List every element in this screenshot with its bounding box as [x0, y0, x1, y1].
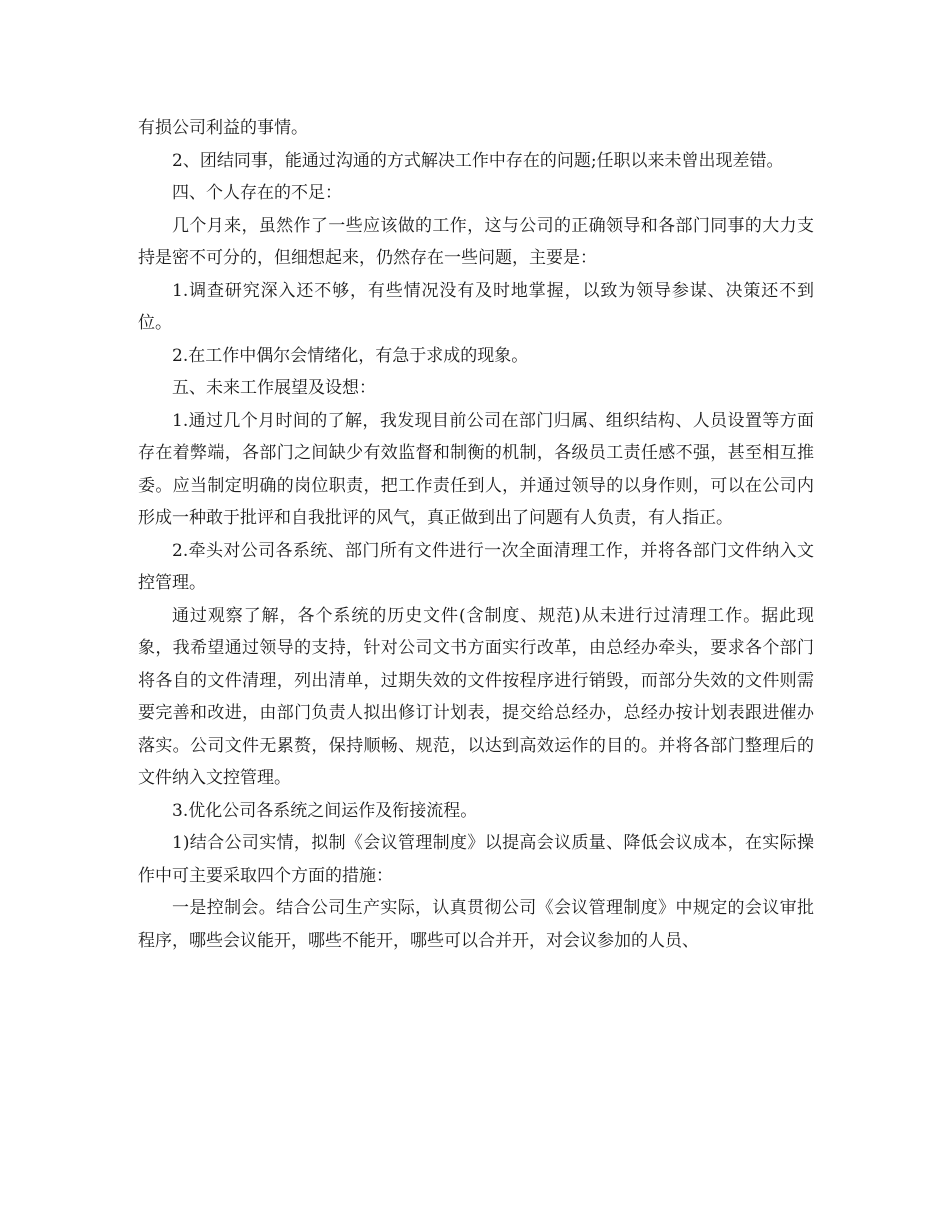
paragraph-item-2-teamwork: 2、团结同事，能通过沟通的方式解决工作中存在的问题;任职以来未曾出现差错。 — [172, 150, 784, 171]
paragraph-future-3: 3.优化公司各系统之间运作及衔接流程。 — [172, 800, 478, 821]
paragraph-shortcoming-2: 2.在工作中偶尔会情绪化，有急于求成的现象。 — [172, 345, 529, 366]
paragraph-continued: 有损公司利益的事情。 — [138, 118, 308, 138]
paragraph-observation: 通过观察了解，各个系统的历史文件(含制度、规范)从未进行过清理工作。据此现象，我希望通过领导的支持，针对公司文书方面实行改革，由总经办牵头，要求各个部门将各自的文件清理，列出清单，过期失效的文件按程序进行销毁，而部分失效的文件则需要完善和改进，由部门负责人拟出修订计划表，提交给总经办，总经办按计划表跟进催办落实。公司文件无累赘，保持顺畅、规范，以达到高效运作的目的。并将各部门整理后的文件纳入文控管理。 — [138, 605, 814, 788]
paragraph-meeting-system: 1)结合公司实情，拟制《会议管理制度》以提高会议质量、降低会议成本，在实际操作中可主要采取四个方面的措施： — [138, 833, 814, 886]
document-body — [138, 112, 814, 957]
paragraph-future-1: 1.通过几个月时间的了解，我发现目前公司在部门归属、组织结构、人员设置等方面存在着弊端，各部门之间缺少有效监督和制衡的机制，各级员工责任感不强，甚至相互推委。应当制定明确的岗位职责，把工作责任到人，并通过领导的以身作则，可以在公司内形成一种敢于批评和自我批评的风气，真正做到出了问题有人负责，有人指正。 — [138, 410, 814, 528]
paragraph-shortcomings-intro: 几个月来，虽然作了一些应该做的工作，这与公司的正确领导和各部门同事的大力支持是密不可分的，但细想起来，仍然存在一些问题，主要是： — [138, 215, 814, 268]
section-heading-future: 五、未来工作展望及设想： — [172, 378, 376, 398]
paragraph-shortcoming-1: 1.调查研究深入还不够，有些情况没有及时地掌握，以致为领导参谋、决策还不到位。 — [138, 280, 814, 333]
paragraph-control-meetings: 一是控制会。结合公司生产实际，认真贯彻公司《会议管理制度》中规定的会议审批程序，哪些会议能开，哪些不能开，哪些可以合并开，对会议参加的人员、 — [138, 898, 814, 951]
section-heading-shortcomings: 四、个人存在的不足： — [172, 183, 342, 203]
paragraph-future-2: 2.牵头对公司各系统、部门所有文件进行一次全面清理工作，并将各部门文件纳入文控管理。 — [138, 540, 814, 593]
